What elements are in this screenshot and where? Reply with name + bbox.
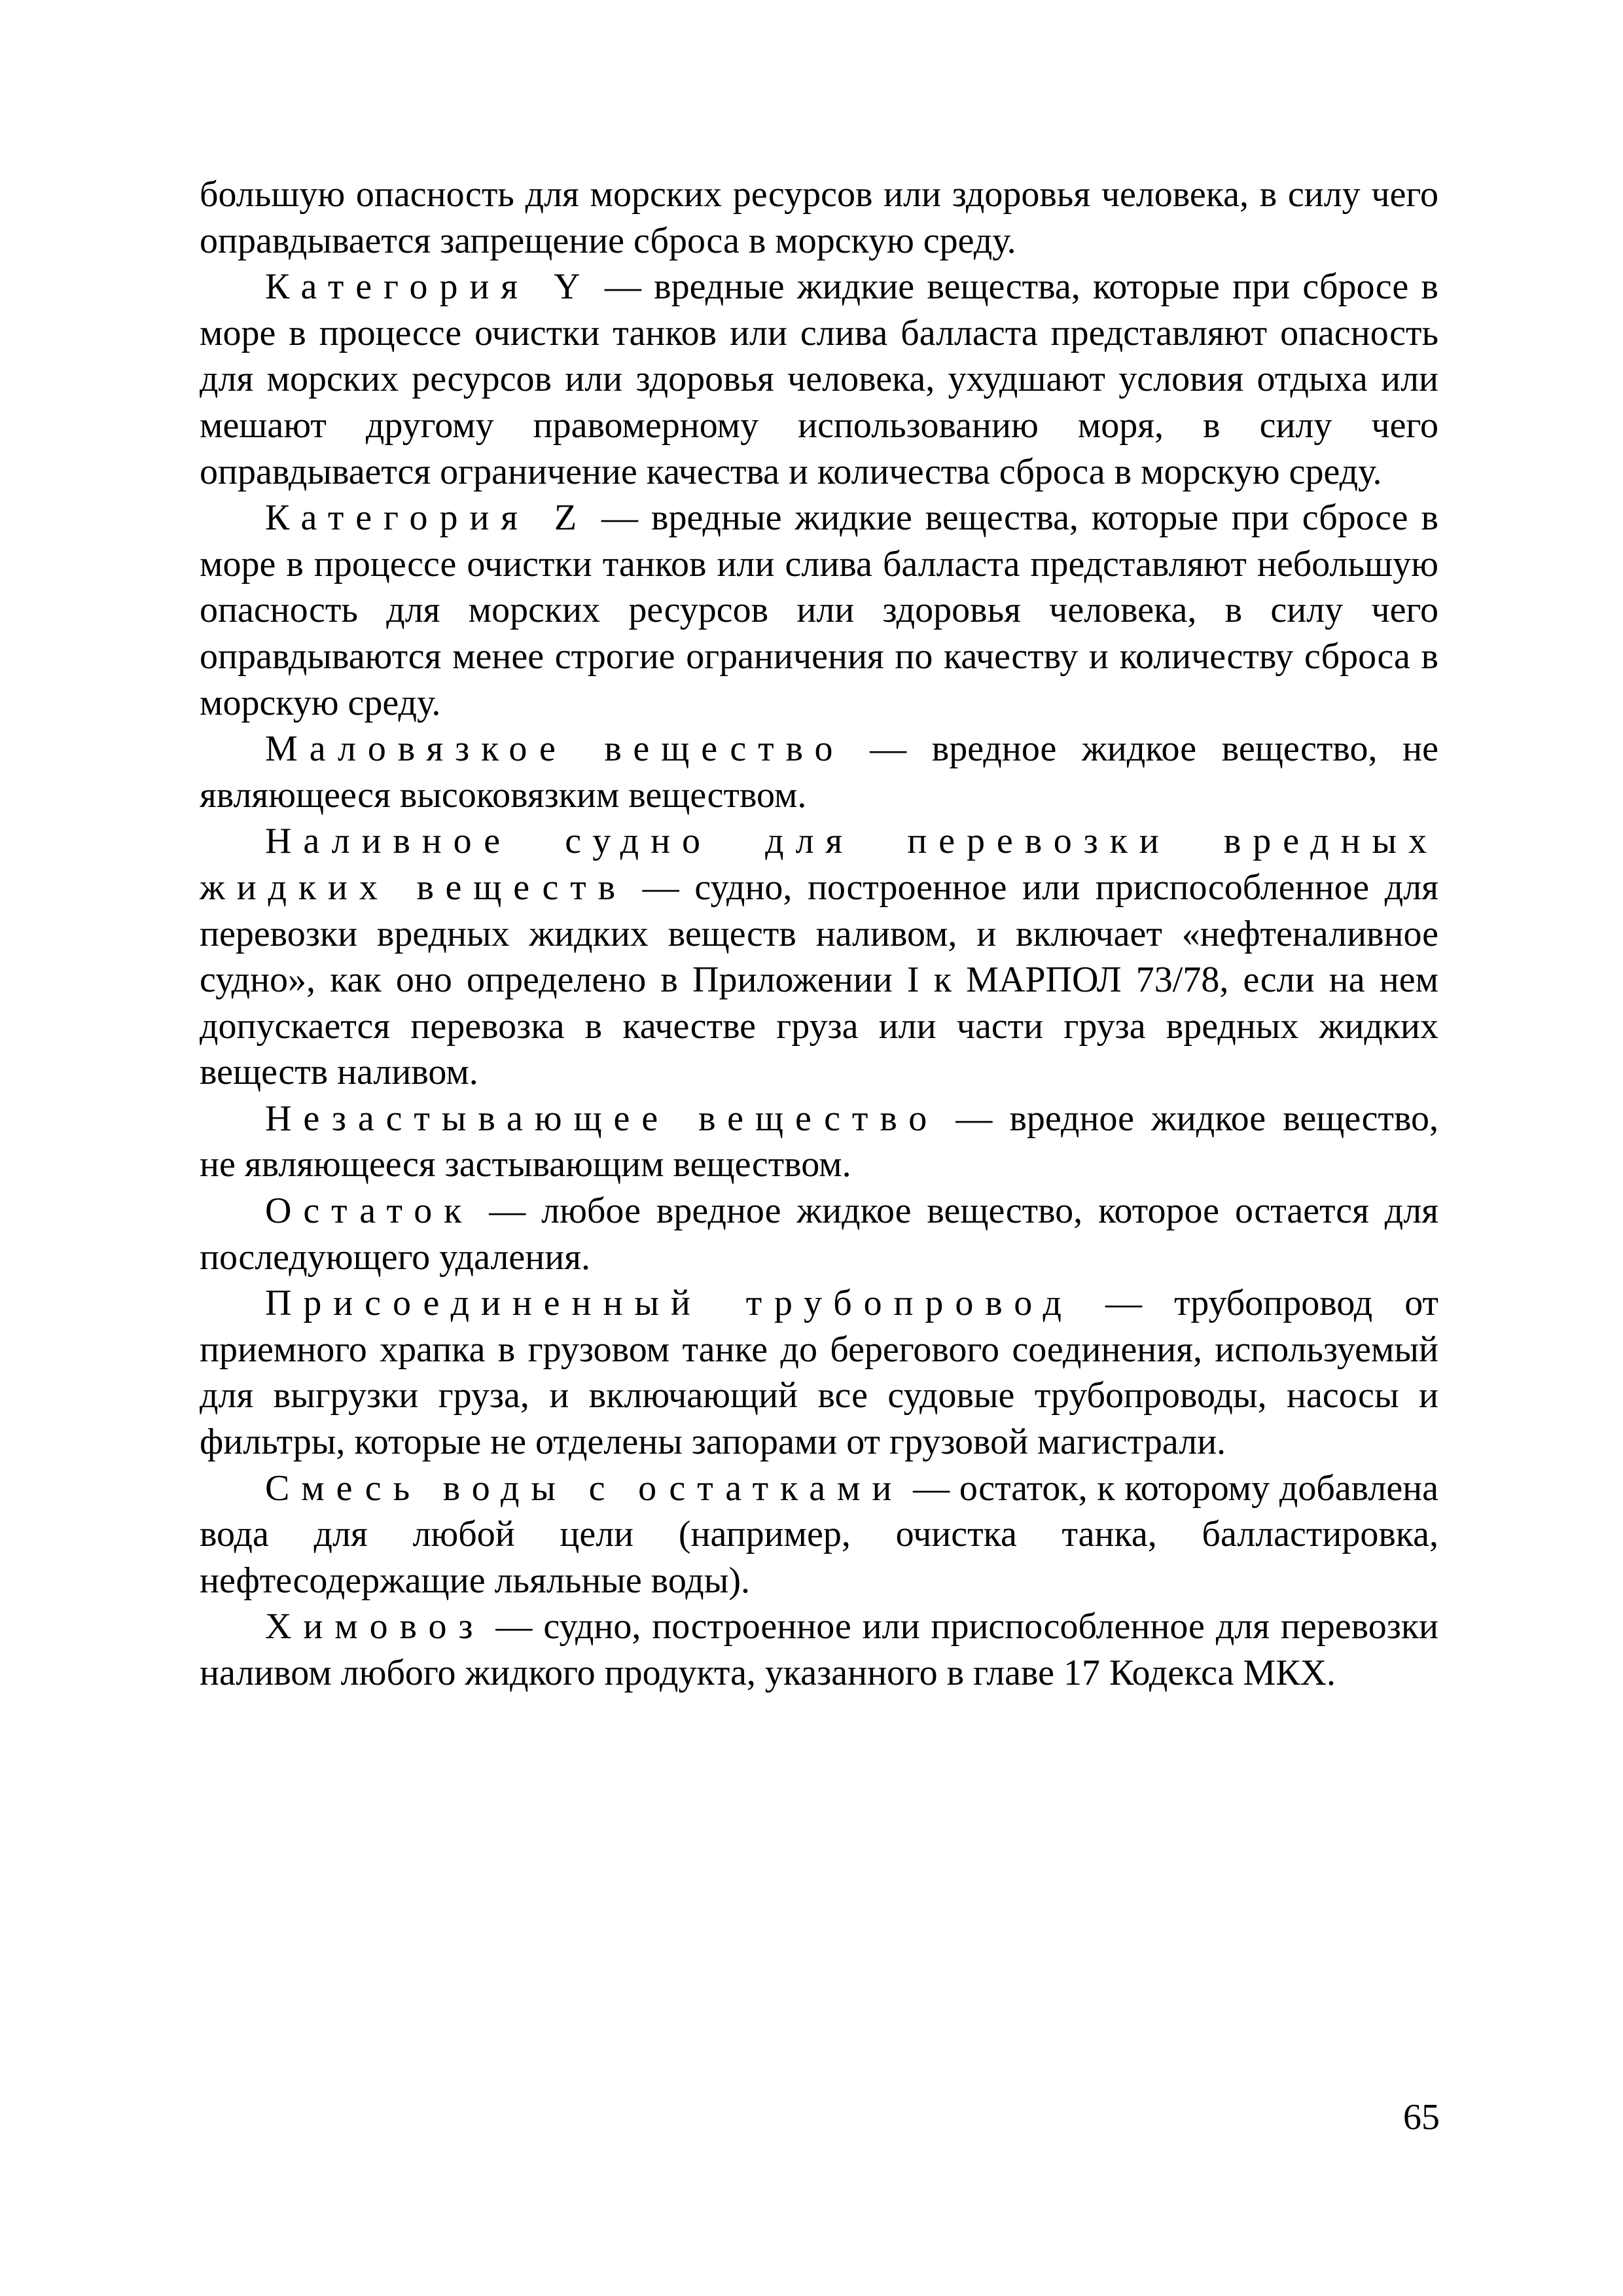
term-label: Маловязкое вещество (265, 728, 845, 770)
definition-text: — любое вредное жидкое вещество, которое остается для последующего удаления. (200, 1191, 1438, 1278)
definition-text: — остаток, к которому добавлена вода для любой цели (например, очистка танка, балластировка, нефтесодержащие льяльные воды). (200, 1467, 1439, 1601)
term-label: Химовоз (265, 1606, 485, 1647)
definition-text: — вредное жидкое вещество, не являющееся высоковязким веществом. (200, 728, 1438, 816)
definition-residue (200, 1188, 1438, 1280)
paragraph-text: большую опасность для морских ресурсов или здоровья человека, в силу чего оправдывается запрещение сброса в морскую среду. (200, 174, 1438, 261)
definition-text: — судно, построенное или приспособленное для перевозки вредных жидких веществ наливом, и включает «нефтеналивное судно», как оно определено в Приложении I к МАРПОЛ 73/78, если на нем допускается перевозка в качестве груза или части груза вредных жидких веществ наливом. (200, 867, 1438, 1093)
definition-residue-water-mixture (200, 1465, 1438, 1604)
definition-chemical-tanker (200, 1604, 1438, 1696)
term-label: Категория Z (265, 497, 588, 539)
term-label: Смесь воды с остатками (265, 1467, 904, 1509)
definition-category-y (200, 264, 1438, 495)
definition-associated-piping (200, 1280, 1438, 1465)
definition-category-z (200, 495, 1438, 726)
page-number: 65 (1403, 2097, 1440, 2138)
definition-text: — вредные жидкие вещества, которые при сбросе в море в процессе очистки танков или слива балласта представляют небольшую опасность для морских ресурсов или здоровья человека, в силу чего оправдываются менее строгие ограничения по качеству и количеству сброса в морскую среду. (200, 497, 1438, 723)
term-label: Присоединенный трубопровод (265, 1283, 1073, 1324)
definition-nls-tanker (200, 818, 1438, 1096)
paragraph-continuation (200, 171, 1438, 264)
definition-text: — судно, построенное или приспособленное для перевозки наливом любого жидкого продукта, указанного в главе 17 Кодекса МКХ. (200, 1606, 1438, 1693)
document-body (200, 171, 1438, 1696)
definition-text: — вредное жидкое вещество, не являющееся застывающим веществом. (200, 1098, 1438, 1185)
term-label: Наливное судно для перевозки вредных жидких веществ (200, 821, 1438, 908)
term-label: Незастывающее вещество (265, 1098, 939, 1139)
definition-text: — вредные жидкие вещества, которые при сбросе в море в процессе очистки танков или слива балласта представляют опасность для морских ресурсов или здоровья человека, ухудшают условия отдыха или мешают другому правомерному использованию моря, в силу чего оправдывается ограничение качества и количества сброса в морскую среду. (200, 266, 1438, 492)
term-label: Остаток (265, 1191, 474, 1232)
definition-non-solidifying-substance (200, 1096, 1438, 1188)
definition-low-viscosity-substance (200, 726, 1438, 818)
definition-text: — трубопровод от приемного храпка в грузовом танке до берегового соединения, используемый для выгрузки груза, и включающий все судовые трубопроводы, насосы и фильтры, которые не отделены запорами от грузовой магистрали. (200, 1283, 1439, 1463)
term-label: Категория Y (265, 266, 592, 308)
